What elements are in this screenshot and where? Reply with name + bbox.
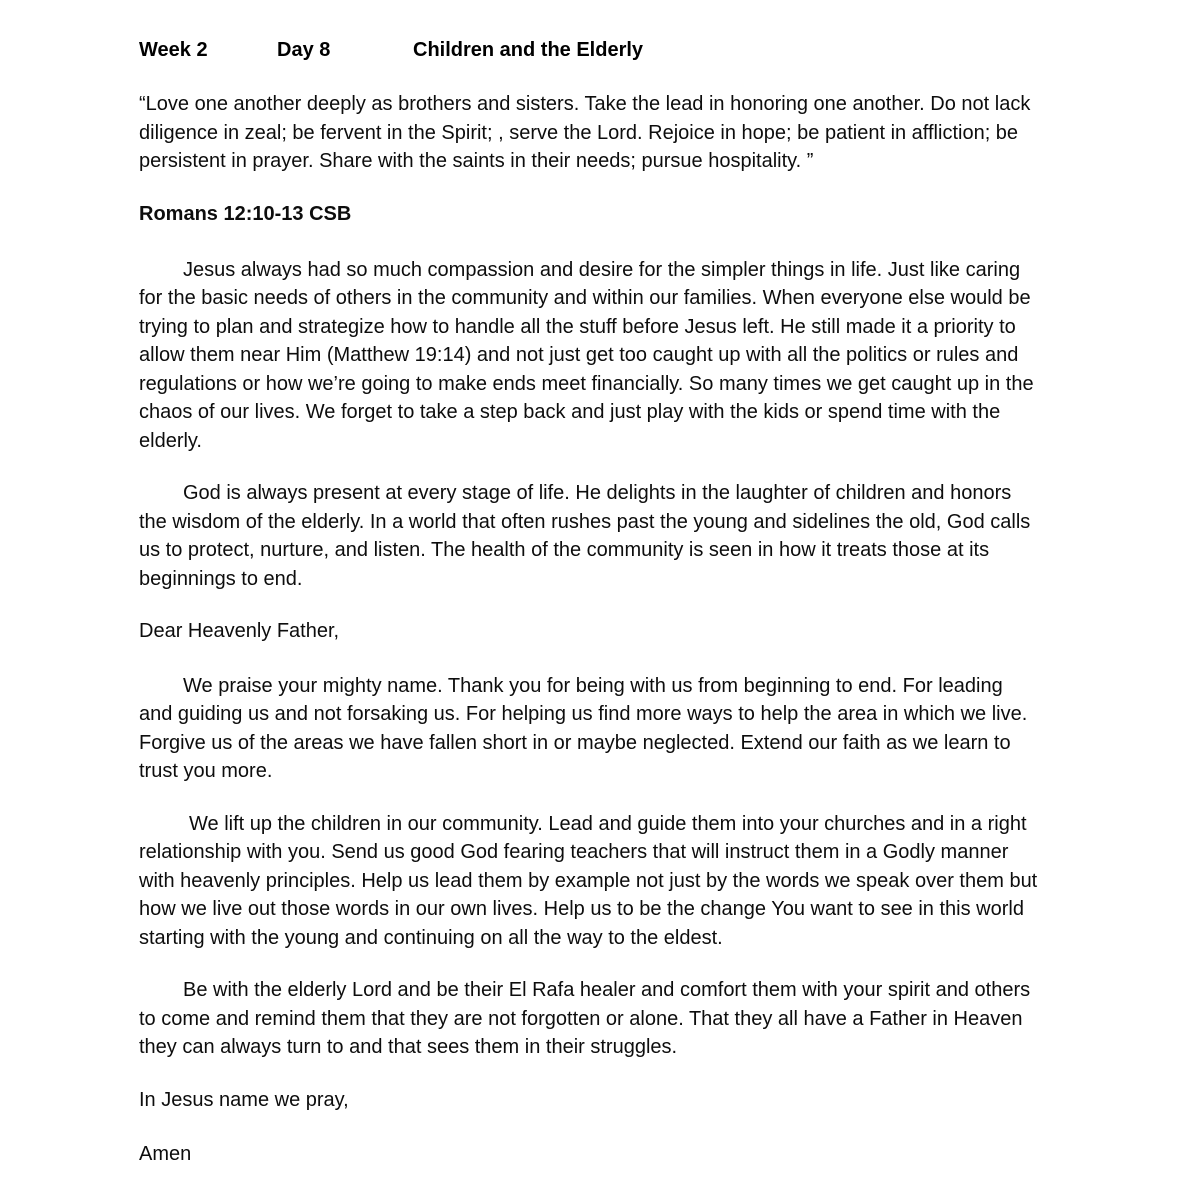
prayer-paragraph-2: We lift up the children in our community. Lead and guide them into your churches and in a right relationship with you. Send us good God fearing teachers that will instruct them in a Godly manner with heavenly principles. Help us lead them by example not just by the words we speak over them but how we live out those words in our own lives. Help us to be the change You want to see in this world starting with the young and continuing on all the way to the eldest. <box>139 812 1038 949</box>
heading-week: Week 2 <box>139 39 208 61</box>
heading-topic: Children and the Elderly <box>413 39 644 61</box>
devotional-paragraph-1: Jesus always had so much compassion and desire for the simpler things in life. Just like caring for the basic needs of others in the community and within our families. When everyone else would be trying to plan and strategize how to handle all the stuff before Jesus left. He still made it a priority to allow them near Him (Matthew 19:14) and not just get too caught up with all the politics or rules and regulations or how we’re going to make ends meet financially. So many times we get caught up in the chaos of our lives. We forget to take a step back and just play with the kids or spend time with the elderly. <box>139 258 1034 452</box>
prayer-amen: Amen <box>139 1143 192 1165</box>
scripture-reference: Romans 12:10-13 CSB <box>139 202 352 225</box>
document-body <box>139 36 1040 1169</box>
devotional-paragraph-2: God is always present at every stage of life. He delights in the laughter of children and honors the wisdom of the elderly. In a world that often rushes past the young and sidelines the old, God calls us to protect, nurture, and listen. The health of the community is seen in how it treats those at its beginnings to end. <box>139 482 1031 590</box>
prayer-paragraph-1: We praise your mighty name. Thank you for being with us from beginning to end. For leading and guiding us and not forsaking us. For helping us find more ways to help the area in which we live. Forgive us of the areas we have fallen short in or maybe neglected. Extend our faith as we learn to trust you more. <box>139 674 1028 782</box>
prayer-closing: In Jesus name we pray, <box>139 1088 349 1111</box>
scripture-quote: “Love one another deeply as brothers and sisters. Take the lead in honoring one another. Do not lack diligence in zeal; be fervent in the Spirit; , serve the Lord. Rejoice in hope; be patient in affliction; be persistent in prayer. Share with the saints in their needs; pursue hospitality. ” <box>139 93 1031 172</box>
prayer-salutation: Dear Heavenly Father, <box>139 620 340 642</box>
page-title <box>139 36 1040 64</box>
prayer-paragraph-3: Be with the elderly Lord and be their El Rafa healer and comfort them with your spirit and others to come and remind them that they are not forgotten or alone. That they all have a Father in Heaven they can always turn to and that sees them in their struggles. <box>139 979 1031 1058</box>
heading-day: Day 8 <box>277 39 331 61</box>
